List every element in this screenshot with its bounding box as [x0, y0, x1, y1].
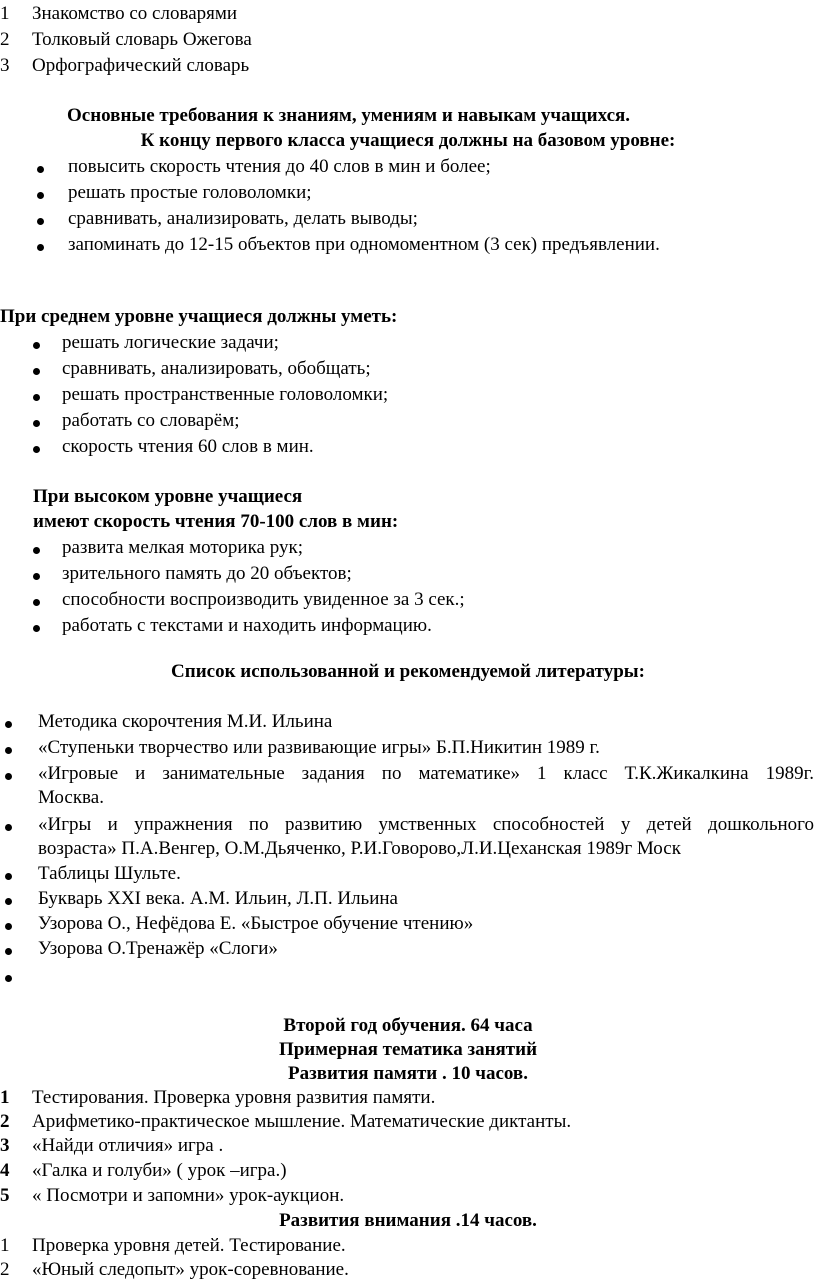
list-item: «Игры и упражнения по развитию умственных способностей у детей дошкольного [38, 814, 814, 835]
list-item: работать с текстами и находить информацию. [62, 615, 432, 636]
list-number: 1 [0, 3, 10, 24]
section-heading: Второй год обучения. 64 часа [283, 1015, 533, 1036]
list-item: зрительного память до 20 объектов; [62, 563, 352, 584]
section-subheading: К концу первого класса учащиеся должны на базовом уровне: [140, 130, 676, 151]
bullet-icon [5, 747, 12, 754]
list-item: « Посмотри и запомни» урок-аукцион. [32, 1185, 345, 1206]
section-subheading: Примерная тематика занятий [278, 1039, 538, 1060]
bullet-icon [33, 573, 40, 580]
list-number: 5 [0, 1185, 10, 1206]
list-item: Букварь XXI века. А.М. Ильин, Л.П. Ильина [38, 888, 398, 909]
bullet-icon [5, 773, 12, 780]
list-item: сравнивать, анализировать, делать выводы; [68, 208, 418, 229]
list-number: 3 [0, 55, 10, 76]
list-item: решать простые головоломки; [68, 182, 312, 203]
list-item: «Найди отличия» игра . [32, 1135, 224, 1156]
bullet-icon [5, 824, 12, 831]
section-heading: Список использованной и рекомендуемой литературы: [171, 661, 645, 682]
section-heading: Основные требования к знаниям, умениям и навыкам учащихся. [67, 105, 631, 126]
list-item-continuation: Москва. [38, 787, 104, 808]
bullet-icon [5, 923, 12, 930]
list-item: Узорова О., Нефёдова Е. «Быстрое обучение чтению» [38, 913, 474, 934]
list-item: работать со словарём; [62, 410, 240, 431]
list-item: Орфографический словарь [32, 55, 250, 76]
list-item: повысить скорость чтения до 40 слов в мин и более; [68, 156, 491, 177]
bullet-icon [33, 420, 40, 427]
bullet-icon [37, 192, 44, 199]
list-item: Методика скорочтения М.И. Ильина [38, 711, 333, 732]
list-item: Проверка уровня детей. Тестирование. [32, 1235, 346, 1256]
list-number: 2 [0, 1259, 10, 1280]
section-heading: При высоком уровне учащиеся [33, 486, 303, 507]
bullet-icon [33, 342, 40, 349]
bullet-icon [33, 547, 40, 554]
list-item: способности воспроизводить увиденное за 3 сек.; [62, 589, 465, 610]
bullet-icon [5, 975, 12, 982]
list-number: 2 [0, 29, 10, 50]
bullet-icon [33, 599, 40, 606]
list-number: 1 [0, 1235, 10, 1256]
bullet-icon [5, 948, 12, 955]
list-item: Таблицы Шульте. [38, 863, 181, 884]
bullet-icon [37, 166, 44, 173]
bullet-icon [5, 721, 12, 728]
memory-heading: Развития памяти . 10 часов. [288, 1063, 528, 1084]
list-item: решать логические задачи; [62, 332, 279, 353]
list-number: 1 [0, 1087, 10, 1108]
section-subheading: имеют скорость чтения 70-100 слов в мин: [33, 511, 399, 532]
bullet-icon [33, 368, 40, 375]
list-item: Толковый словарь Ожегова [32, 29, 252, 50]
list-number: 4 [0, 1160, 10, 1181]
bullet-icon [5, 873, 12, 880]
attention-heading: Развития внимания .14 часов. [279, 1210, 537, 1231]
bullet-icon [33, 394, 40, 401]
list-item: «Галка и голуби» ( урок –игра.) [32, 1160, 287, 1181]
bullet-icon [5, 898, 12, 905]
list-item: запоминать до 12-15 объектов при одномоментном (3 сек) предъявлении. [68, 234, 660, 255]
bullet-icon [33, 446, 40, 453]
section-heading: При среднем уровне учащиеся должны уметь: [0, 306, 398, 327]
list-item: Знакомство со словарями [32, 3, 238, 24]
list-item: «Ступеньки творчество или развивающие игры» Б.П.Никитин 1989 г. [38, 737, 600, 758]
list-item: развита мелкая моторика рук; [62, 537, 303, 558]
list-item: «Игровые и занимательные задания по математике» 1 класс Т.К.Жикалкина 1989г. [38, 763, 814, 784]
bullet-icon [33, 625, 40, 632]
bullet-icon [37, 218, 44, 225]
list-number: 2 [0, 1111, 10, 1132]
list-item: Тестирования. Проверка уровня развития памяти. [32, 1087, 436, 1108]
list-item-continuation: возраста» П.А.Венгер, О.М.Дьяченко, Р.И.Говорово,Л.И.Цеханская 1989г Моск [38, 838, 681, 859]
list-item: решать пространственные головоломки; [62, 384, 389, 405]
list-item: Узорова О.Тренажёр «Слоги» [38, 938, 278, 959]
list-item: скорость чтения 60 слов в мин. [62, 436, 314, 457]
list-number: 3 [0, 1135, 10, 1156]
list-item: «Юный следопыт» урок-соревнование. [32, 1259, 349, 1280]
list-item: сравнивать, анализировать, обобщать; [62, 358, 371, 379]
bullet-icon [37, 244, 44, 251]
list-item: Арифметико-практическое мышление. Математические диктанты. [32, 1111, 572, 1132]
